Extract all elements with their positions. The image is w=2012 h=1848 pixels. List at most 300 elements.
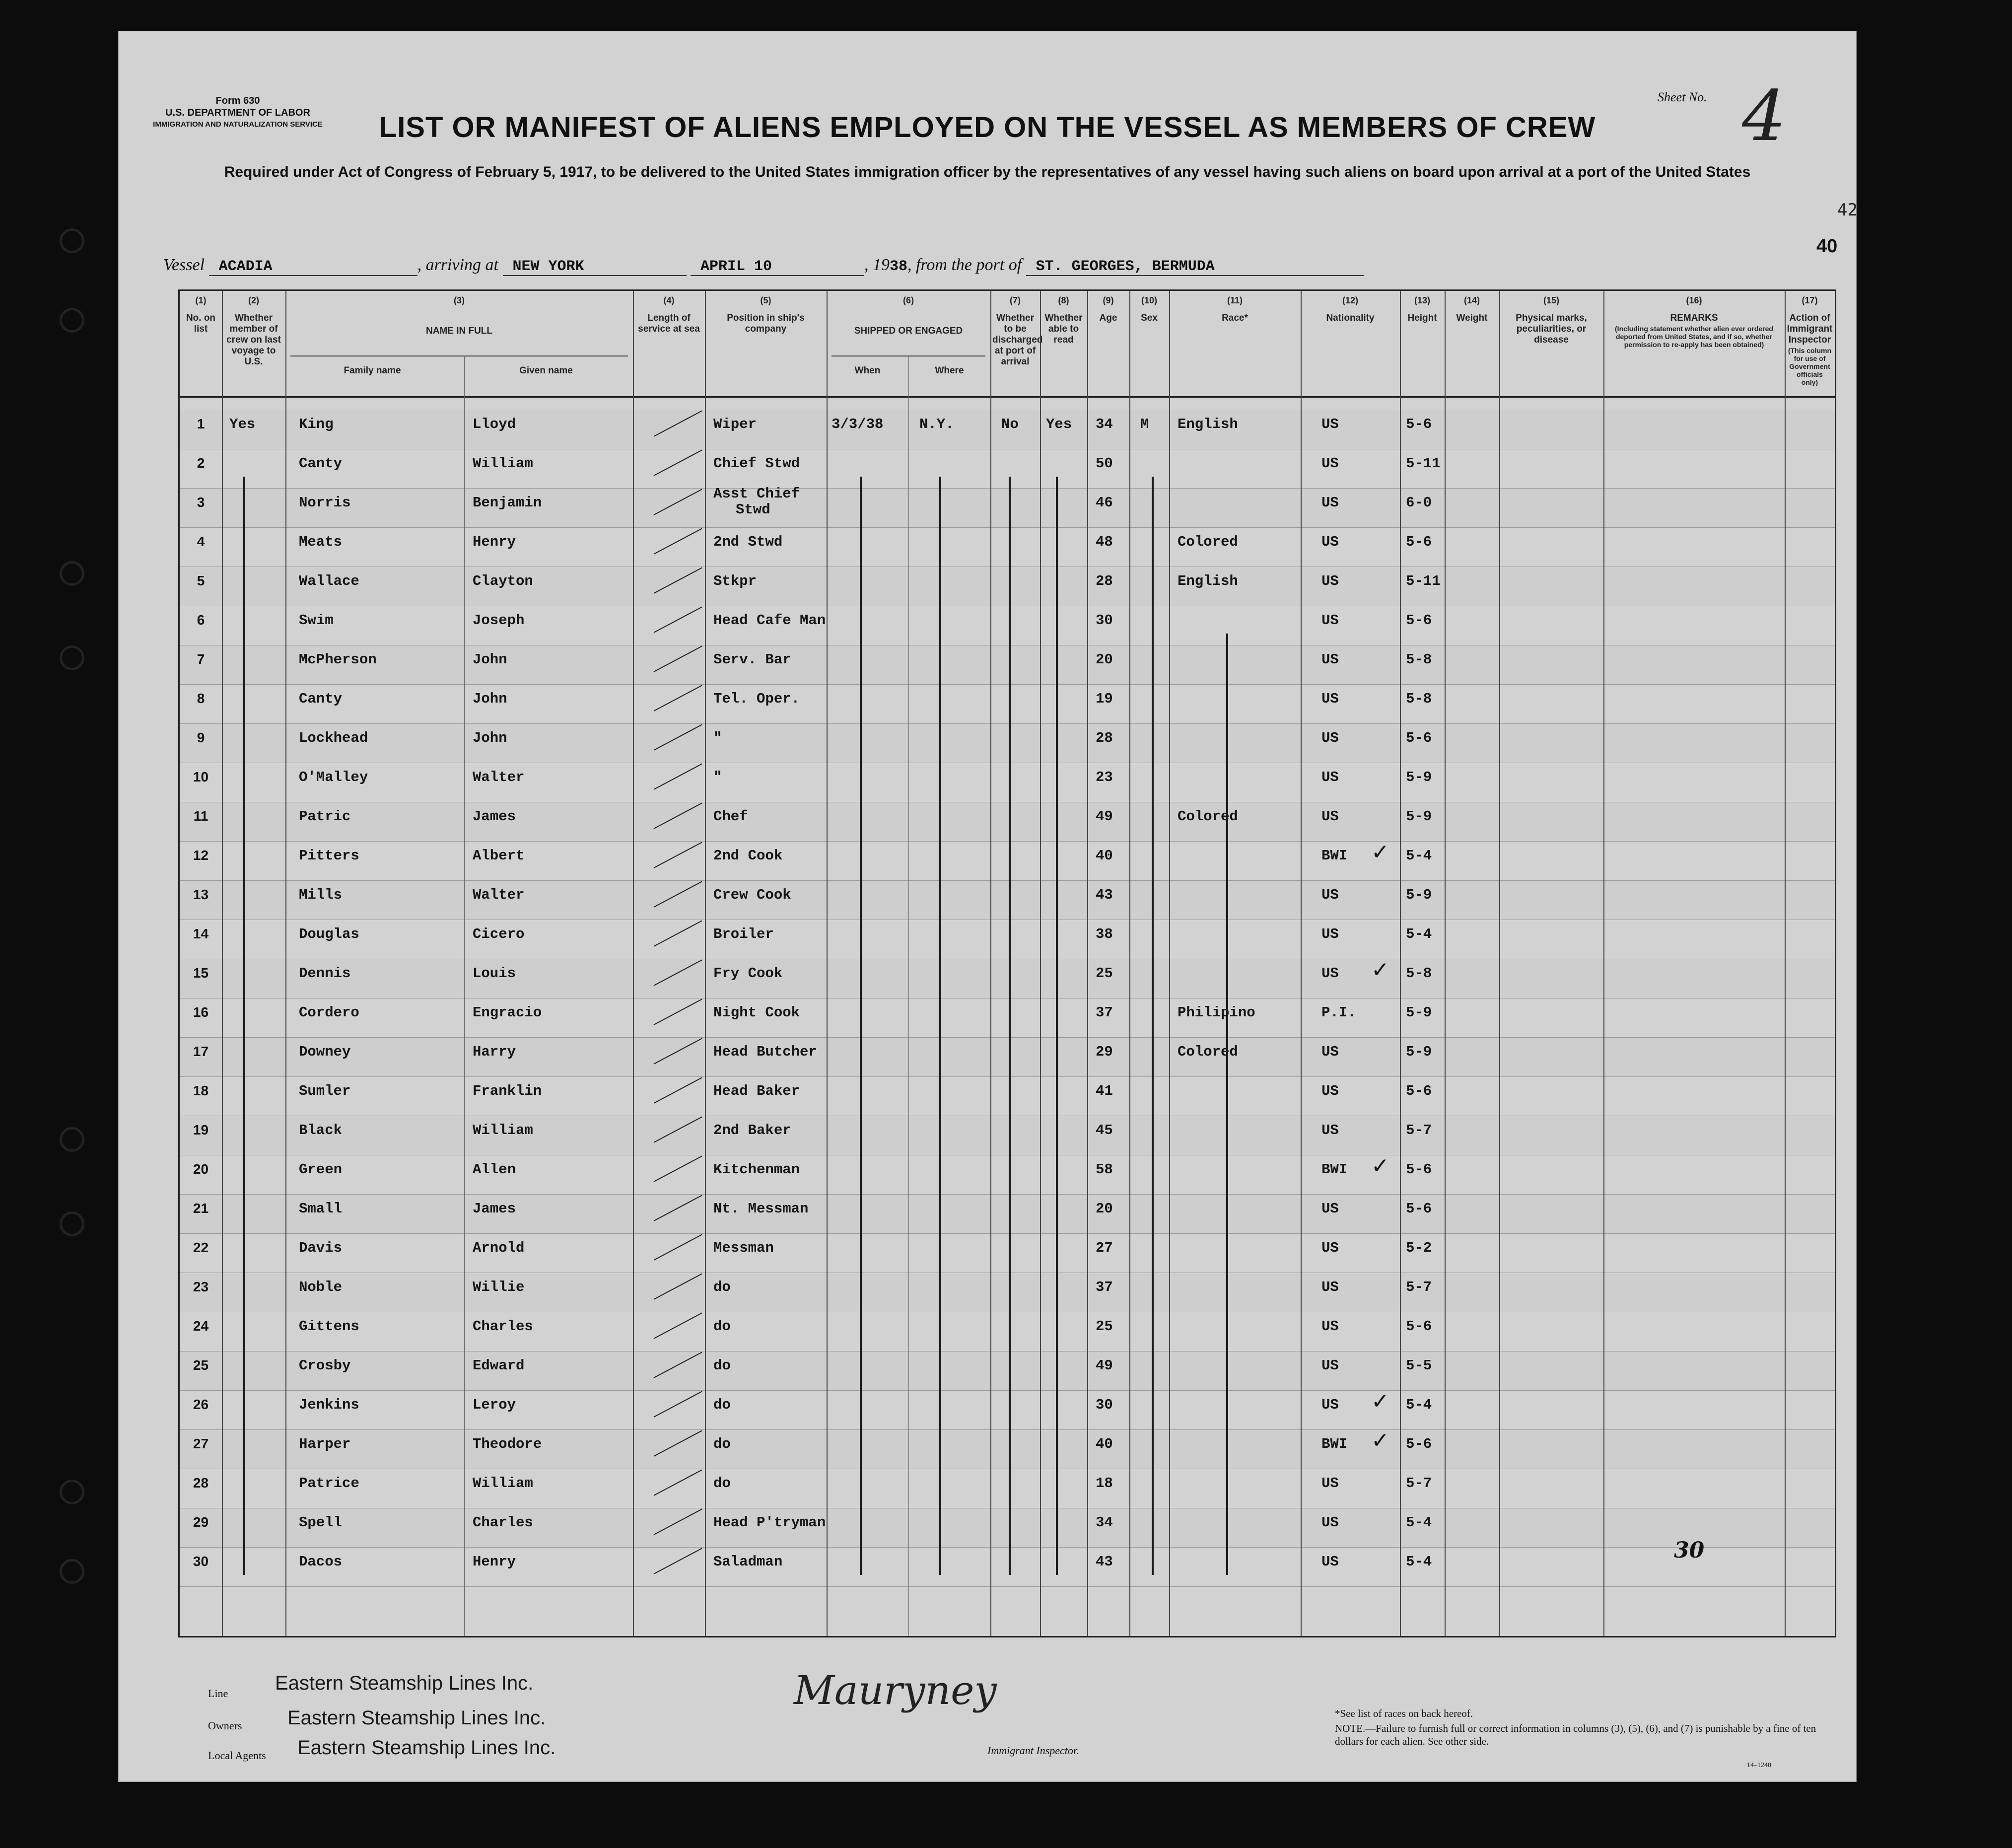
list-number: 14 xyxy=(193,926,209,941)
nationality: US xyxy=(1321,573,1339,589)
nationality: BWI xyxy=(1321,848,1348,864)
family-name: Mills xyxy=(299,887,343,903)
list-number: 2 xyxy=(197,455,205,471)
height: 5-6 xyxy=(1406,1201,1432,1217)
family-name: Harper xyxy=(299,1436,351,1452)
age: 34 xyxy=(1096,1514,1113,1531)
given-name: Charles xyxy=(473,1514,533,1531)
position: Chief Stwd xyxy=(713,455,800,472)
nationality: US xyxy=(1321,691,1339,707)
nationality: US xyxy=(1321,808,1339,825)
race: English xyxy=(1178,416,1238,432)
age: 43 xyxy=(1096,1554,1113,1570)
family-name: Canty xyxy=(299,691,343,707)
inspector-label: Immigrant Inspector. xyxy=(987,1744,1079,1757)
age: 37 xyxy=(1096,1004,1113,1021)
service-tick-mark xyxy=(654,528,702,554)
given-name: John xyxy=(473,651,507,668)
position: Crew Cook xyxy=(713,887,791,903)
column-label: Nationality xyxy=(1326,313,1375,323)
column-number: (12) xyxy=(1342,295,1358,305)
column-number: (11) xyxy=(1227,295,1243,305)
height: 5-8 xyxy=(1406,691,1432,707)
column-rule xyxy=(1785,291,1786,1636)
height: 5-9 xyxy=(1406,808,1432,825)
height: 5-7 xyxy=(1406,1475,1432,1492)
service-tick-mark xyxy=(654,842,702,868)
age: 58 xyxy=(1096,1161,1113,1178)
column-label: Age xyxy=(1099,313,1117,323)
margin-number-b: 40 xyxy=(1816,236,1838,257)
penalty-note: NOTE.—Failure to furnish full or correct information in columns (3), (5), (6), and (7) is punishable by a fine of ten dollars for each alien. See other side. xyxy=(1335,1722,1816,1747)
position: Head Baker xyxy=(713,1083,800,1099)
given-name: John xyxy=(473,691,507,707)
given-name: Leroy xyxy=(473,1397,516,1413)
binder-ring xyxy=(60,1559,84,1584)
given-name: James xyxy=(473,1201,516,1217)
crew-last-voyage: Yes xyxy=(229,416,256,432)
column-sublabel: Family name xyxy=(344,365,401,376)
column-sublabel: Where xyxy=(935,365,964,376)
column-rule xyxy=(1169,291,1170,1636)
age: 25 xyxy=(1096,1318,1113,1335)
column-sublabel: When xyxy=(854,365,881,376)
table-row xyxy=(180,959,1835,998)
service-tick-mark xyxy=(654,802,702,829)
owners-label: Owners xyxy=(208,1719,242,1732)
table-header xyxy=(180,291,1835,398)
age: 20 xyxy=(1096,1201,1113,1217)
table-row xyxy=(180,606,1835,645)
table-body xyxy=(180,398,1835,1636)
position: Wiper xyxy=(713,416,757,432)
height: 5-9 xyxy=(1406,1004,1432,1021)
list-number: 28 xyxy=(193,1475,209,1491)
line-label: Line xyxy=(208,1687,228,1700)
column-rule xyxy=(705,291,706,1636)
service-tick-mark xyxy=(654,1312,702,1339)
column-header-4 xyxy=(633,291,705,396)
nationality: US xyxy=(1321,1397,1339,1413)
column-rule xyxy=(222,291,223,1636)
service-tick-mark xyxy=(654,1195,702,1221)
family-name: Wallace xyxy=(299,573,359,589)
binder-ring xyxy=(60,1480,84,1504)
position: Chef xyxy=(713,808,748,825)
service-tick-mark xyxy=(654,606,702,633)
form-number: Form 630 xyxy=(215,95,260,106)
height: 6-0 xyxy=(1406,495,1432,511)
family-name: Downey xyxy=(299,1044,351,1060)
position: Night Cook xyxy=(713,1004,800,1021)
table-row xyxy=(180,567,1835,606)
given-name: Harry xyxy=(473,1044,516,1060)
column-note: (Including statement whether alien ever ordered deported from United States, and if so, whether permission to re-apply has been obtained) xyxy=(1615,325,1773,349)
nationality: BWI xyxy=(1321,1436,1348,1452)
list-number: 9 xyxy=(197,730,205,745)
list-number: 21 xyxy=(193,1201,209,1216)
given-name: Joseph xyxy=(473,612,525,629)
nationality: US xyxy=(1321,534,1339,550)
service-tick-mark xyxy=(654,1508,702,1535)
age: 18 xyxy=(1096,1475,1113,1492)
nationality: US xyxy=(1321,965,1339,982)
list-number: 26 xyxy=(193,1397,209,1412)
column-label: Race* xyxy=(1222,313,1248,323)
column-number: (15) xyxy=(1543,295,1559,305)
check-mark: ✓ xyxy=(1371,957,1389,983)
age: 19 xyxy=(1096,691,1113,707)
list-number: 16 xyxy=(193,1004,209,1020)
age: 50 xyxy=(1096,455,1113,472)
height: 5-9 xyxy=(1406,769,1432,785)
family-name: Crosby xyxy=(299,1357,351,1374)
family-name: O'Malley xyxy=(299,769,368,785)
column-header-9 xyxy=(1087,291,1129,396)
position: Saladman xyxy=(713,1554,783,1570)
shipped-when: 3/3/38 xyxy=(832,416,884,432)
column-rule xyxy=(1445,291,1446,1636)
height: 5-4 xyxy=(1406,926,1432,942)
age: 48 xyxy=(1096,534,1113,550)
document-subtitle: Required under Act of Congress of February 5, 1917, to be delivered to the United States immigration officer by the representatives of any vessel having such aliens on board upon arrival at a port of the United States xyxy=(224,164,1751,180)
table-row xyxy=(180,920,1835,959)
list-number: 15 xyxy=(193,965,209,981)
position: Asst Chief xyxy=(713,486,800,502)
check-mark: ✓ xyxy=(1371,840,1389,865)
column-number: (5) xyxy=(760,295,771,305)
column-header-1 xyxy=(180,291,222,396)
ditto-line xyxy=(243,477,245,1575)
race: Colored xyxy=(1178,808,1238,825)
service-tick-mark xyxy=(654,645,702,672)
line-stamp: Eastern Steamship Lines Inc. xyxy=(275,1672,534,1694)
service-tick-mark xyxy=(654,1077,702,1103)
age: 46 xyxy=(1096,495,1113,511)
column-label: Whether to be discharged at port of arrival xyxy=(992,313,1043,367)
nationality: US xyxy=(1321,1318,1339,1335)
given-name: Louis xyxy=(473,965,516,982)
given-name: Walter xyxy=(473,887,525,903)
family-name: Black xyxy=(299,1122,343,1138)
table-row xyxy=(180,1351,1835,1391)
service-name: IMMIGRATION AND NATURALIZATION SERVICE xyxy=(153,120,323,129)
column-label: No. on list xyxy=(186,313,216,334)
service-tick-mark xyxy=(654,1351,702,1378)
nationality: BWI xyxy=(1321,1161,1348,1178)
service-tick-mark xyxy=(654,959,702,986)
nationality: US xyxy=(1321,1240,1339,1256)
column-header-12 xyxy=(1301,291,1400,396)
column-label: Whether able to read xyxy=(1044,313,1083,345)
column-header-15 xyxy=(1499,291,1603,396)
nationality: US xyxy=(1321,1083,1339,1099)
column-header-17 xyxy=(1785,291,1835,396)
family-name: Spell xyxy=(299,1514,343,1531)
given-name: Henry xyxy=(473,534,516,550)
column-header-13 xyxy=(1400,291,1445,396)
age: 49 xyxy=(1096,808,1113,825)
column-number: (16) xyxy=(1686,295,1702,305)
service-tick-mark xyxy=(654,1430,702,1456)
service-tick-mark xyxy=(654,489,702,515)
column-label: Whether member of crew on last voyage to U.S. xyxy=(226,313,281,367)
table-row xyxy=(180,724,1835,763)
list-number: 5 xyxy=(197,573,205,588)
nationality: US xyxy=(1321,651,1339,668)
table-row xyxy=(180,1155,1835,1195)
arrival-year: 38 xyxy=(890,258,908,275)
table-row xyxy=(180,1038,1835,1077)
height: 5-7 xyxy=(1406,1279,1432,1295)
agents-stamp: Eastern Steamship Lines Inc. xyxy=(297,1737,556,1759)
age: 27 xyxy=(1096,1240,1113,1256)
service-tick-mark xyxy=(654,1234,702,1260)
subcolumn-rule xyxy=(464,355,465,1636)
column-rule xyxy=(990,291,991,1636)
height: 5-6 xyxy=(1406,1083,1432,1099)
table-row xyxy=(180,1273,1835,1312)
sheet-number-label: Sheet No. xyxy=(1658,90,1707,104)
table-row xyxy=(180,685,1835,724)
ditto-line xyxy=(1152,477,1154,1575)
column-label: Action of Immigrant Inspector xyxy=(1787,313,1833,345)
local-agents-label: Local Agents xyxy=(208,1749,266,1762)
table-row xyxy=(180,1195,1835,1234)
nationality: US xyxy=(1321,612,1339,629)
height: 5-6 xyxy=(1406,1436,1432,1452)
check-mark: ✓ xyxy=(1371,1428,1389,1453)
table-row xyxy=(180,1077,1835,1116)
list-number: 8 xyxy=(197,691,205,706)
binder-ring xyxy=(60,1211,84,1236)
table-row xyxy=(180,802,1835,842)
height: 5-6 xyxy=(1406,730,1432,746)
table-row xyxy=(180,1538,1835,1587)
margin-number-a: 42 xyxy=(1837,200,1858,220)
list-number: 23 xyxy=(193,1279,209,1294)
age: 40 xyxy=(1096,848,1113,864)
position: Broiler xyxy=(713,926,774,942)
column-number: (6) xyxy=(903,295,914,305)
height: 5-11 xyxy=(1406,573,1441,589)
family-name: Sumler xyxy=(299,1083,351,1099)
nationality: US xyxy=(1321,1201,1339,1217)
remark: 30 xyxy=(1674,1538,1705,1563)
from-port-label: , from the port of xyxy=(907,256,1022,274)
given-name: Arnold xyxy=(473,1240,525,1256)
arriving-label: , arriving at xyxy=(417,256,498,274)
list-number: 13 xyxy=(193,887,209,902)
vessel-line xyxy=(163,256,1364,276)
discharged: No xyxy=(1001,416,1019,432)
age: 38 xyxy=(1096,926,1113,942)
list-number: 12 xyxy=(193,848,209,863)
height: 5-8 xyxy=(1406,651,1432,668)
column-number: (4) xyxy=(663,295,675,305)
service-tick-mark xyxy=(654,1116,702,1142)
family-name: Patrice xyxy=(299,1475,359,1492)
age: 30 xyxy=(1096,1397,1113,1413)
column-number: (1) xyxy=(195,295,207,305)
nationality: US xyxy=(1321,1514,1339,1531)
height: 5-4 xyxy=(1406,1554,1432,1570)
age: 45 xyxy=(1096,1122,1113,1138)
nationality: US xyxy=(1321,416,1339,432)
position: do xyxy=(713,1279,731,1295)
list-number: 25 xyxy=(193,1357,209,1373)
service-tick-mark xyxy=(654,1391,702,1417)
list-number: 11 xyxy=(193,808,208,824)
family-name: Pitters xyxy=(299,848,359,864)
table-row xyxy=(180,1312,1835,1351)
position: 2nd Baker xyxy=(713,1122,791,1138)
age: 41 xyxy=(1096,1083,1113,1099)
column-header-16 xyxy=(1603,291,1785,396)
family-name: Canty xyxy=(299,455,343,472)
age: 28 xyxy=(1096,730,1113,746)
table-row xyxy=(180,410,1835,449)
column-number: (10) xyxy=(1141,295,1157,305)
height: 5-4 xyxy=(1406,848,1432,864)
binder-ring xyxy=(60,308,84,333)
nationality: US xyxy=(1321,495,1339,511)
given-name: Benjamin xyxy=(473,495,542,511)
family-name: Norris xyxy=(299,495,351,511)
list-number: 17 xyxy=(193,1044,209,1059)
age: 30 xyxy=(1096,612,1113,629)
position: do xyxy=(713,1357,731,1374)
ditto-line xyxy=(1009,477,1011,1575)
vessel-label: Vessel xyxy=(163,256,205,274)
vessel-name: ACADIA xyxy=(209,258,417,276)
position: Stkpr xyxy=(713,573,757,589)
column-number: (14) xyxy=(1463,295,1480,305)
given-name: Henry xyxy=(473,1554,516,1570)
family-name: King xyxy=(299,416,334,432)
service-tick-mark xyxy=(654,724,702,750)
age: 20 xyxy=(1096,651,1113,668)
given-name: Albert xyxy=(473,848,525,864)
height: 5-6 xyxy=(1406,1318,1432,1335)
list-number: 20 xyxy=(193,1161,209,1177)
service-tick-mark xyxy=(654,763,702,789)
table-row xyxy=(180,1116,1835,1155)
position: do xyxy=(713,1318,731,1335)
family-name: Meats xyxy=(299,534,343,550)
column-label: NAME IN FULL xyxy=(425,326,493,336)
owners-stamp: Eastern Steamship Lines Inc. xyxy=(287,1707,546,1729)
position: Head Butcher xyxy=(713,1044,817,1060)
shipped-where: N.Y. xyxy=(919,416,954,432)
position: Kitchenman xyxy=(713,1161,800,1178)
column-header-8 xyxy=(1040,291,1087,396)
height: 5-11 xyxy=(1406,455,1441,472)
list-number: 1 xyxy=(197,416,205,431)
service-tick-mark xyxy=(654,881,702,907)
height: 5-8 xyxy=(1406,965,1432,982)
age: 40 xyxy=(1096,1436,1113,1452)
ditto-line xyxy=(860,477,862,1575)
check-mark: ✓ xyxy=(1371,1153,1389,1179)
column-header-5 xyxy=(705,291,827,396)
family-name: Dacos xyxy=(299,1554,343,1570)
year-prefix-label: , 19 xyxy=(864,256,890,274)
table-row xyxy=(180,842,1835,881)
position: Head Cafe Man xyxy=(713,612,826,629)
nationality: US xyxy=(1321,1122,1339,1138)
position: do xyxy=(713,1475,731,1492)
column-label: Height xyxy=(1407,313,1437,323)
height: 5-7 xyxy=(1406,1122,1432,1138)
service-tick-mark xyxy=(654,1273,702,1299)
list-number: 27 xyxy=(193,1436,209,1451)
position: Messman xyxy=(713,1240,774,1256)
service-tick-mark xyxy=(654,1548,702,1574)
service-tick-mark xyxy=(654,567,702,593)
given-name: Theodore xyxy=(473,1436,542,1452)
age: 28 xyxy=(1096,573,1113,589)
list-number: 29 xyxy=(193,1514,209,1530)
age: 34 xyxy=(1096,416,1113,432)
table-row xyxy=(180,1508,1835,1548)
column-number: (7) xyxy=(1010,295,1021,305)
age: 29 xyxy=(1096,1044,1113,1060)
column-sublabel: Given name xyxy=(519,365,573,376)
given-name: Engracio xyxy=(473,1004,542,1021)
position-continued: Stwd xyxy=(736,501,770,518)
department-name: U.S. DEPARTMENT OF LABOR xyxy=(165,107,310,118)
table-row xyxy=(180,1469,1835,1508)
races-note: *See list of races on back hereof. xyxy=(1335,1707,1473,1719)
service-tick-mark xyxy=(654,1155,702,1182)
check-mark: ✓ xyxy=(1371,1389,1389,1414)
column-number: (2) xyxy=(248,295,259,305)
family-name: Noble xyxy=(299,1279,343,1295)
list-number: 22 xyxy=(193,1240,209,1255)
family-name: Green xyxy=(299,1161,343,1178)
list-number: 10 xyxy=(193,769,209,784)
given-name: Edward xyxy=(473,1357,525,1374)
position: " xyxy=(713,769,722,785)
ditto-line xyxy=(1056,477,1058,1575)
height: 5-6 xyxy=(1406,416,1432,432)
table-row xyxy=(180,1234,1835,1273)
height: 5-4 xyxy=(1406,1514,1432,1531)
column-number: (9) xyxy=(1103,295,1114,305)
family-name: Davis xyxy=(299,1240,343,1256)
given-name: William xyxy=(473,1475,533,1492)
service-tick-mark xyxy=(654,449,702,476)
race: Colored xyxy=(1178,1044,1238,1060)
ditto-line xyxy=(1226,634,1228,1575)
list-number: 30 xyxy=(193,1554,209,1569)
given-name: Lloyd xyxy=(473,416,516,432)
position: Fry Cook xyxy=(713,965,783,982)
column-rule xyxy=(1087,291,1088,1636)
list-number: 24 xyxy=(193,1318,209,1334)
column-number: (13) xyxy=(1414,295,1430,305)
manifest-sheet xyxy=(118,31,1857,1782)
list-number: 3 xyxy=(197,495,205,510)
position: 2nd Stwd xyxy=(713,534,783,550)
given-name: Charles xyxy=(473,1318,533,1335)
column-label: Length of service at sea xyxy=(638,313,700,334)
column-number: (17) xyxy=(1802,295,1818,305)
column-rule xyxy=(827,291,828,1636)
list-number: 7 xyxy=(197,651,205,667)
age: 49 xyxy=(1096,1357,1113,1374)
